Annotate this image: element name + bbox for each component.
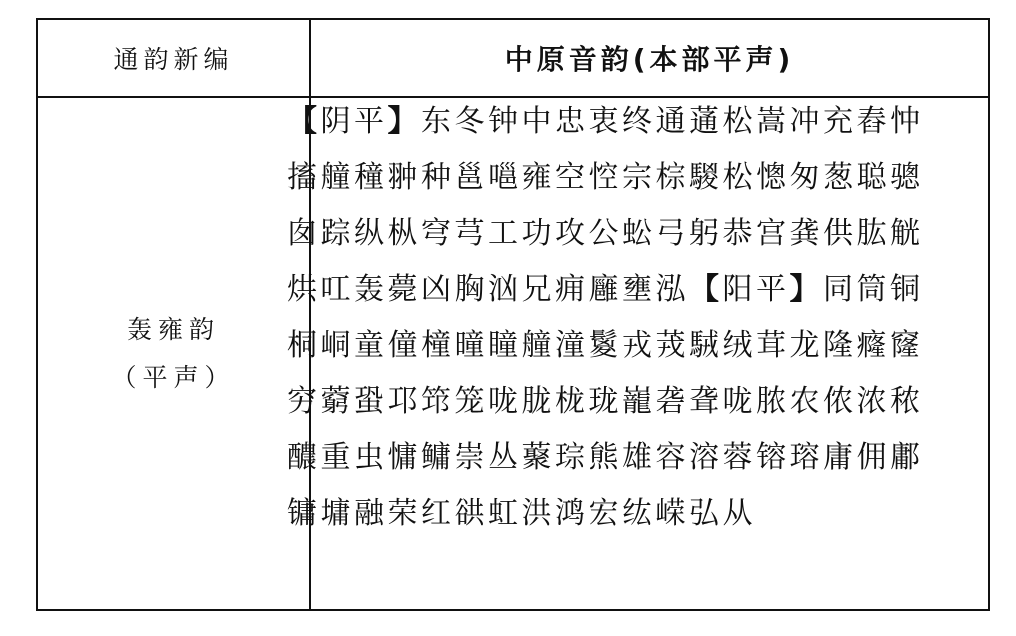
yinping-characters: 东冬钟中忠衷终通蓪松嵩冲充舂忡搐艟穜翀种邕嗈雍空悾宗棕騣松憁匆葱聪骢囱踪纵枞穹芎工功攻公蚣弓躬恭宫龚供肱觥烘叿轰薨凶胸汹兄痈廱壅泓: [287, 104, 924, 307]
bracket-open: 【: [287, 104, 321, 139]
rhyme-group-name: 轰雍韵: [126, 315, 220, 344]
rhyme-group-tone: （平声）: [111, 362, 236, 392]
rhyme-group-cell: [38, 98, 309, 609]
yinping-label: 阴平: [320, 104, 388, 139]
yangping-characters: 同筒铜桐峒童僮橦曈瞳艟潼鬉戎茙駥绒茸龙隆癃窿穷藭蛩邛筇笼咙胧栊珑巃砻聋咙脓农侬浓秾醲重虫慵鳙崇丛藂琮熊雄容溶蓉镕瑢庸佣鄘镛墉融荣红谼虹洪鸿宏纮嵘弘从: [287, 272, 924, 531]
character-list: [287, 94, 947, 542]
yangping-label: 阳平: [722, 272, 790, 307]
bracket-open: 【: [689, 272, 723, 307]
header-zhongyuan-yinyun: 中原音韵(本部平声): [504, 43, 795, 76]
header-tongyun-xinbian: 通韵新编: [113, 45, 234, 74]
bracket-close: 】: [789, 272, 823, 307]
bracket-close: 】: [387, 104, 421, 139]
